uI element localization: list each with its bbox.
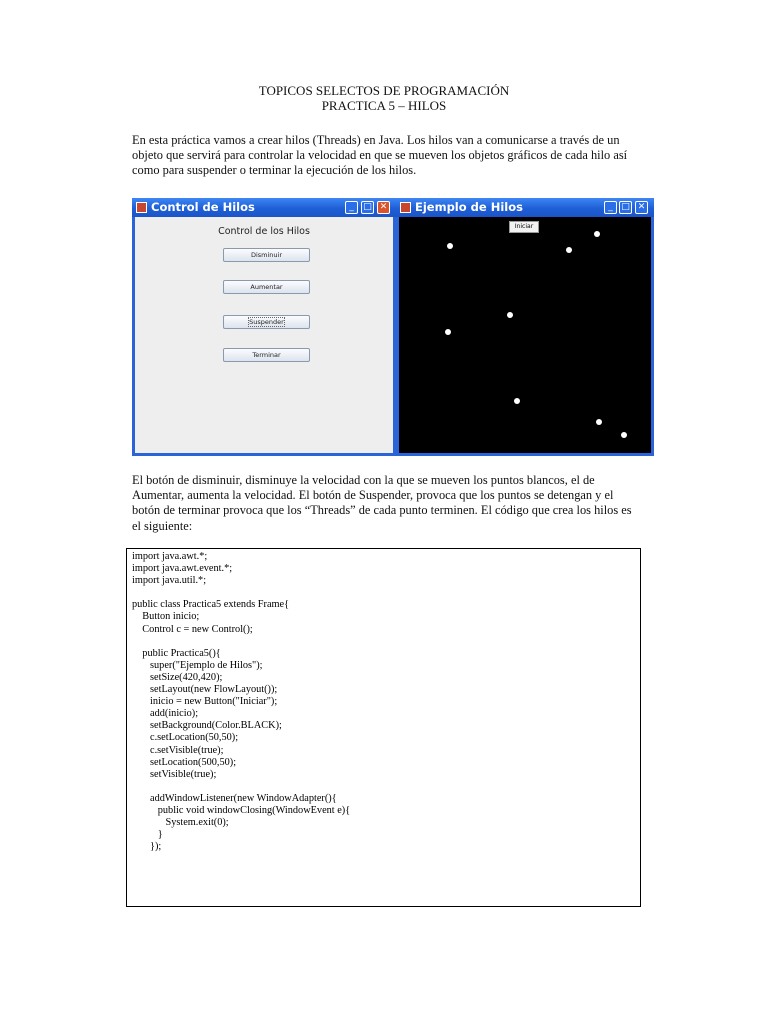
java-cup-icon xyxy=(400,202,411,213)
code-text: import java.awt.*; import java.awt.event.*; import java.util.*; public class Practica5 extends Frame{ Button inicio; Control c = new Control(); public Practica5(){ super("Ejemplo de Hilos"); setSize(420,420); setLayout(new FlowLayout()); inicio = new Button("Iniciar"); add(inicio); setBackground(Color.BLACK); c.setLocation(50,50); c.setVisible(true); setLocation(500,50); setVisible(true); addWindowListener(new WindowAdapter(){ public void windowClosing(WindowEvent e){ System.exit(0); } }); xyxy=(132,551,351,853)
java-cup-icon xyxy=(136,202,147,213)
thread-dot xyxy=(596,419,602,425)
document-title: TOPICOS SELECTOS DE PROGRAMACIÓN xyxy=(258,83,510,98)
terminar-button[interactable] xyxy=(223,348,310,362)
thread-dot xyxy=(514,398,520,404)
thread-dot xyxy=(594,231,600,237)
threads-window xyxy=(396,198,654,456)
thread-dot xyxy=(621,432,627,438)
threads-window-title: Ejemplo de Hilos xyxy=(415,200,523,214)
control-window-title: Control de Hilos xyxy=(151,200,255,214)
minimize-icon[interactable]: _ xyxy=(604,201,617,214)
thread-dot xyxy=(445,329,451,335)
thread-dot xyxy=(566,247,572,253)
threads-canvas xyxy=(399,217,651,453)
control-heading: Control de los Hilos xyxy=(218,226,310,237)
disminuir-button[interactable] xyxy=(223,248,310,262)
disminuir-label: Disminuir xyxy=(250,251,283,259)
document-subtitle: PRACTICA 5 – HILOS xyxy=(321,98,447,113)
maximize-icon[interactable]: □ xyxy=(361,201,374,214)
maximize-icon[interactable]: □ xyxy=(619,201,632,214)
close-icon[interactable]: ✕ xyxy=(635,201,648,214)
control-window-titlebar[interactable] xyxy=(132,198,396,217)
threads-window-titlebar[interactable] xyxy=(396,198,654,217)
explanation-paragraph: El botón de disminuir, disminuye la velocidad con la que se mueven los puntos blancos, el de Aumentar, aumenta la velocidad. El botón de Suspender, provoca que los puntos se detengan y el botón de terminar provoca que los “Threads” de cada punto terminen. El código que crea los hilos es el siguiente: xyxy=(132,473,632,533)
suspender-button[interactable] xyxy=(223,315,310,329)
control-panel xyxy=(135,217,393,453)
suspender-label: Suspender xyxy=(249,318,284,326)
close-icon[interactable]: ✕ xyxy=(377,201,390,214)
minimize-icon[interactable]: _ xyxy=(345,201,358,214)
thread-dot xyxy=(507,312,513,318)
intro-paragraph: En esta práctica vamos a crear hilos (Threads) en Java. Los hilos van a comunicarse a través de un objeto que servirá para controlar la velocidad en que se mueven los objetos gráficos de cada hilo así como para suspender o terminar la ejecución de los hilos. xyxy=(132,133,628,178)
terminar-label: Terminar xyxy=(252,351,281,359)
aumentar-button[interactable] xyxy=(223,280,310,294)
thread-dot xyxy=(447,243,453,249)
iniciar-button[interactable]: Iniciar xyxy=(509,221,539,233)
code-listing xyxy=(126,548,641,907)
aumentar-label: Aumentar xyxy=(250,283,283,291)
control-window xyxy=(132,198,396,456)
